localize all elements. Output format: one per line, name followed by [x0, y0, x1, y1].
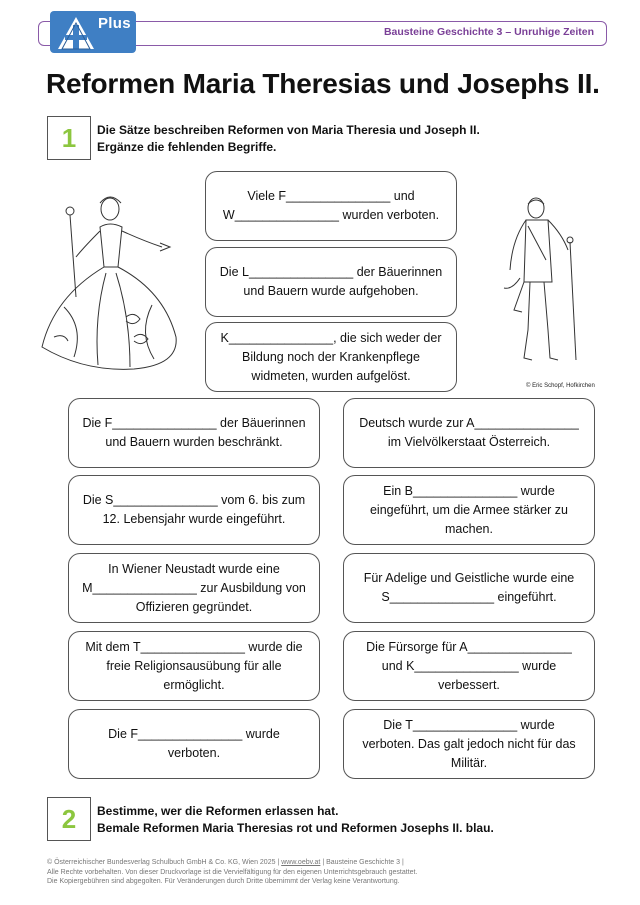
footer-line-1	[47, 858, 417, 868]
task2-instruction-line2: Bemale Reformen Maria Theresias rot und Reformen Josephs II. blau.	[97, 821, 494, 835]
reform-card-7	[343, 475, 595, 545]
task2-instruction	[97, 803, 494, 837]
reform-card-8	[68, 553, 320, 623]
footer-line-3: Die Kopiergebühren sind abgegolten. Für Veränderungen durch Dritte übernimmt der Verlag keine Verantwortung.	[47, 878, 400, 885]
reform-card-13	[343, 709, 595, 779]
reform-card-2	[205, 247, 457, 317]
task2-instruction-line1: Bestimme, wer die Reformen erlassen hat.	[97, 804, 339, 818]
reform-card-3-text: K_______________, die sich weder der Bildung noch der Krankenpflege widmeten, wurden aufgelöst.	[220, 330, 442, 383]
reform-card-9-text: Für Adelige und Geistliche wurde eine S_______________ eingeführt.	[363, 571, 575, 604]
footer-website-link[interactable]: www.oebv.at	[281, 859, 321, 866]
reform-card-10-text: Mit dem T_______________ wurde die freie Religionsausübung für alle ermöglicht.	[85, 639, 303, 692]
reform-card-3	[205, 322, 457, 392]
footer-line-2: Alle Rechte vorbehalten. Von dieser Druckvorlage ist die Vervielfältigung für den eigenen Unterrichtsgebrauch gestattet.	[47, 868, 418, 876]
reform-card-12-text: Die F_______________ wurde verboten.	[108, 727, 280, 760]
task-number-1: 1	[47, 116, 91, 160]
maria-theresia-illustration	[34, 187, 184, 375]
reform-card-1	[205, 171, 457, 241]
reform-card-1-text: Viele F_______________ und W_______________ wurden verboten.	[222, 189, 440, 222]
reform-card-2-text: Die L_______________ der Bäuerinnen und Bauern wurde aufgehoben.	[219, 265, 443, 298]
illustration-credit: © Eric Schopf, Hofkirchen	[526, 383, 595, 389]
reform-card-6	[68, 475, 320, 545]
logo-plus-text: Plus	[98, 15, 131, 32]
reform-card-4-text: Die F_______________ der Bäuerinnen und Bauern wurden beschränkt.	[82, 416, 306, 449]
reform-card-5-text: Deutsch wurde zur A_______________ im Vielvölkerstaat Österreich.	[359, 416, 579, 449]
joseph-ii-illustration	[490, 190, 588, 370]
reform-card-11-text: Die Fürsorge für A_______________ und K_______________ wurde verbessert.	[366, 639, 572, 692]
reform-card-11	[343, 631, 595, 701]
footer	[47, 858, 417, 887]
series-title: Bausteine Geschichte 3 – Unruhige Zeiten	[383, 26, 594, 38]
task1-instruction-line2: Ergänze die fehlenden Begriffe.	[97, 140, 277, 154]
footer-copyright: © Österreichischer Bundesverlag Schulbuch GmbH & Co. KG, Wien 2025 |	[47, 859, 282, 866]
reform-card-6-text: Die S_______________ vom 6. bis zum 12. Lebensjahr wurde eingeführt.	[82, 493, 306, 526]
reform-card-7-text: Ein B_______________ wurde eingeführt, um die Armee stärker zu machen.	[369, 483, 568, 536]
reform-card-8-text: In Wiener Neustadt wurde eine M_______________ zur Ausbildung von Offizieren gegründet.	[82, 561, 306, 614]
reform-card-4	[68, 398, 320, 468]
reform-card-13-text: Die T_______________ wurde verboten. Das galt jedoch nicht für das Militär.	[362, 717, 576, 770]
reform-card-12	[68, 709, 320, 779]
reform-card-10	[68, 631, 320, 701]
task1-instruction	[97, 122, 480, 156]
reform-card-5	[343, 398, 595, 468]
footer-series: | Bausteine Geschichte 3 |	[320, 859, 404, 866]
task-number-2: 2	[47, 797, 91, 841]
reform-card-9	[343, 553, 595, 623]
page-title: Reformen Maria Theresias und Josephs II.	[46, 68, 600, 99]
task1-instruction-line1: Die Sätze beschreiben Reformen von Maria Theresia und Joseph II.	[97, 123, 480, 137]
